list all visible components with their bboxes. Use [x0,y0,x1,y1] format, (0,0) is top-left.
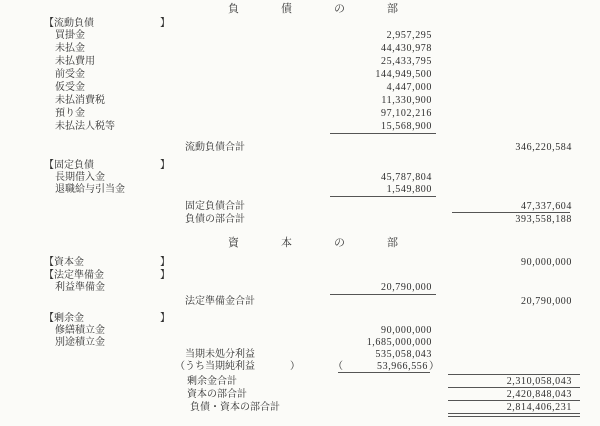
total-rule [448,374,580,375]
current-liabilities-heading [44,18,94,29]
line-item-label: 退職給与引当金 [55,184,125,195]
line-item-label: 当期未処分利益 [185,349,255,360]
paren-close: ） [290,361,300,372]
grand-total-rule [448,413,580,414]
liabilities-total-amount: 393,558,188 [515,214,572,225]
bracket-close: 】 [160,257,170,268]
equity-section-title: 資本の部 [228,237,440,249]
line-item-label: 未払法人税等 [55,121,115,132]
capital-stock-amount: 90,000,000 [521,257,572,268]
bracket-close: 】 [160,160,170,171]
paren-open: （ [175,361,185,372]
bracket-close: 】 [160,270,170,281]
line-item-amount: 535,058,043 [375,349,432,360]
subtotal-rule [330,294,436,295]
surplus-total-amount: 2,310,058,043 [506,376,572,387]
paren-close: ） [429,361,439,372]
current-liabilities-total-amount: 346,220,584 [515,142,572,153]
line-item-label: 前受金 [55,69,85,80]
line-item-amount: 2,957,295 [386,30,432,41]
legal-reserve-total-amount: 20,790,000 [521,296,572,307]
line-item-amount: 144,949,500 [375,69,432,80]
surplus-label: 剰余金 [54,313,84,324]
fixed-liabilities-label: 固定負債 [54,160,94,171]
line-item-amount: 44,430,978 [381,43,432,54]
net-income-memo-label [175,361,255,372]
legal-reserve-total-label: 法定準備金合計 [185,296,255,307]
grand-total-label: 負債・資本の部合計 [190,402,280,413]
net-income-amount: 53,966,556 [377,361,428,372]
fixed-liabilities-total-label: 固定負債合計 [185,201,245,212]
line-item-label: 未払金 [55,43,85,54]
line-item-label: 買掛金 [55,30,85,41]
bracket-close: 】 [160,18,170,29]
total-rule [448,387,580,388]
capital-stock-heading [44,257,84,268]
total-rule [448,400,580,401]
line-item-amount: 20,790,000 [381,282,432,293]
net-income-label: うち当期純利益 [185,361,255,372]
line-item-label: 長期借入金 [55,172,105,183]
line-item-amount: 4,447,000 [386,82,432,93]
bracket-open: 【 [44,160,54,171]
subtotal-rule [330,196,436,197]
paren-open: （ [333,361,343,372]
grand-total-amount: 2,814,406,231 [506,402,572,413]
line-item-label: 利益準備金 [55,282,105,293]
line-item-amount: 25,433,795 [381,56,432,67]
memo-rule [338,372,430,373]
equity-total-amount: 2,420,848,043 [506,389,572,400]
line-item-amount: 97,102,216 [381,108,432,119]
grand-total-rule-double [448,416,580,417]
surplus-heading [44,313,84,324]
total-rule [452,212,570,213]
liabilities-total-label: 負債の部合計 [185,214,245,225]
line-item-label: 未払費用 [55,56,95,67]
line-item-amount: 1,685,000,000 [366,337,432,348]
liabilities-section-title: 負債の部 [228,3,440,15]
equity-total-label: 資本の部合計 [187,389,247,400]
fixed-liabilities-heading [44,160,94,171]
bracket-open: 【 [44,257,54,268]
line-item-label: 仮受金 [55,82,85,93]
legal-reserve-label: 法定準備金 [54,270,104,281]
line-item-amount: 15,568,900 [381,121,432,132]
line-item-amount: 1,549,800 [386,184,432,195]
line-item-label: 未払消費税 [55,95,105,106]
legal-reserve-heading [44,270,104,281]
line-item-label: 修繕積立金 [55,325,105,336]
bracket-open: 【 [44,18,54,29]
bracket-open: 【 [44,313,54,324]
surplus-total-label: 剰余金合計 [187,376,237,387]
current-liabilities-label: 流動負債 [54,18,94,29]
line-item-amount: 45,787,804 [381,172,432,183]
bracket-open: 【 [44,270,54,281]
line-item-label: 別途積立金 [55,337,105,348]
line-item-amount: 11,330,900 [381,95,432,106]
line-item-amount: 90,000,000 [381,325,432,336]
capital-stock-label: 資本金 [54,257,84,268]
line-item-label: 預り金 [55,108,85,119]
current-liabilities-total-label: 流動負債合計 [185,142,245,153]
fixed-liabilities-total-amount: 47,337,604 [521,201,572,212]
subtotal-rule [330,133,436,134]
bracket-close: 】 [160,313,170,324]
